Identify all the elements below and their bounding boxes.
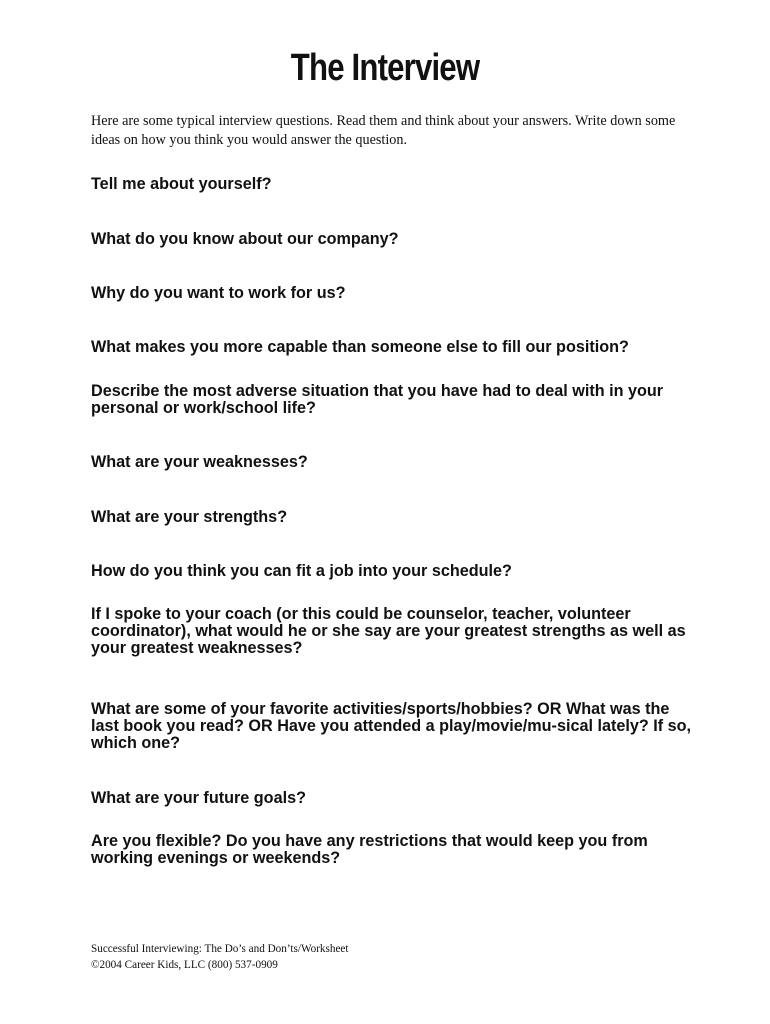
footer	[91, 941, 491, 973]
question-item: What do you know about our company?	[91, 230, 399, 248]
question-item: Why do you want to work for us?	[91, 284, 346, 302]
question-item: If I spoke to your coach (or this could be counselor, teacher, volunteer coordinator), what would he or she say are your greatest strengths as well as your greatest weaknesses?	[91, 605, 686, 657]
question-item: What are your future goals?	[91, 789, 306, 807]
question-item: Are you flexible? Do you have any restrictions that would keep you from working evenings or weekends?	[91, 832, 648, 867]
question-item: Describe the most adverse situation that you have had to deal with in your personal or work/school life?	[91, 382, 664, 417]
footer-copyright: ©2004 Career Kids, LLC (800) 537-0909	[91, 959, 278, 971]
page-title: The Interview	[290, 47, 480, 89]
question-item: What are your weaknesses?	[91, 453, 308, 471]
intro-paragraph: Here are some typical interview questions. Read them and think about your answers. Write down some ideas on how you think you would answer the question.	[91, 113, 676, 148]
question-item: What are some of your favorite activities/sports/hobbies? OR What was the last book you read? OR Have you attended a play/movie/mu-sical lately? If so, which one?	[91, 700, 692, 752]
question-item: How do you think you can fit a job into your schedule?	[91, 562, 512, 580]
question-item: Tell me about yourself?	[91, 175, 272, 193]
question-item: What are your strengths?	[91, 508, 288, 526]
question-item: What makes you more capable than someone else to fill our position?	[91, 338, 629, 356]
footer-source: Successful Interviewing: The Do’s and Don’ts/Worksheet	[91, 943, 349, 955]
